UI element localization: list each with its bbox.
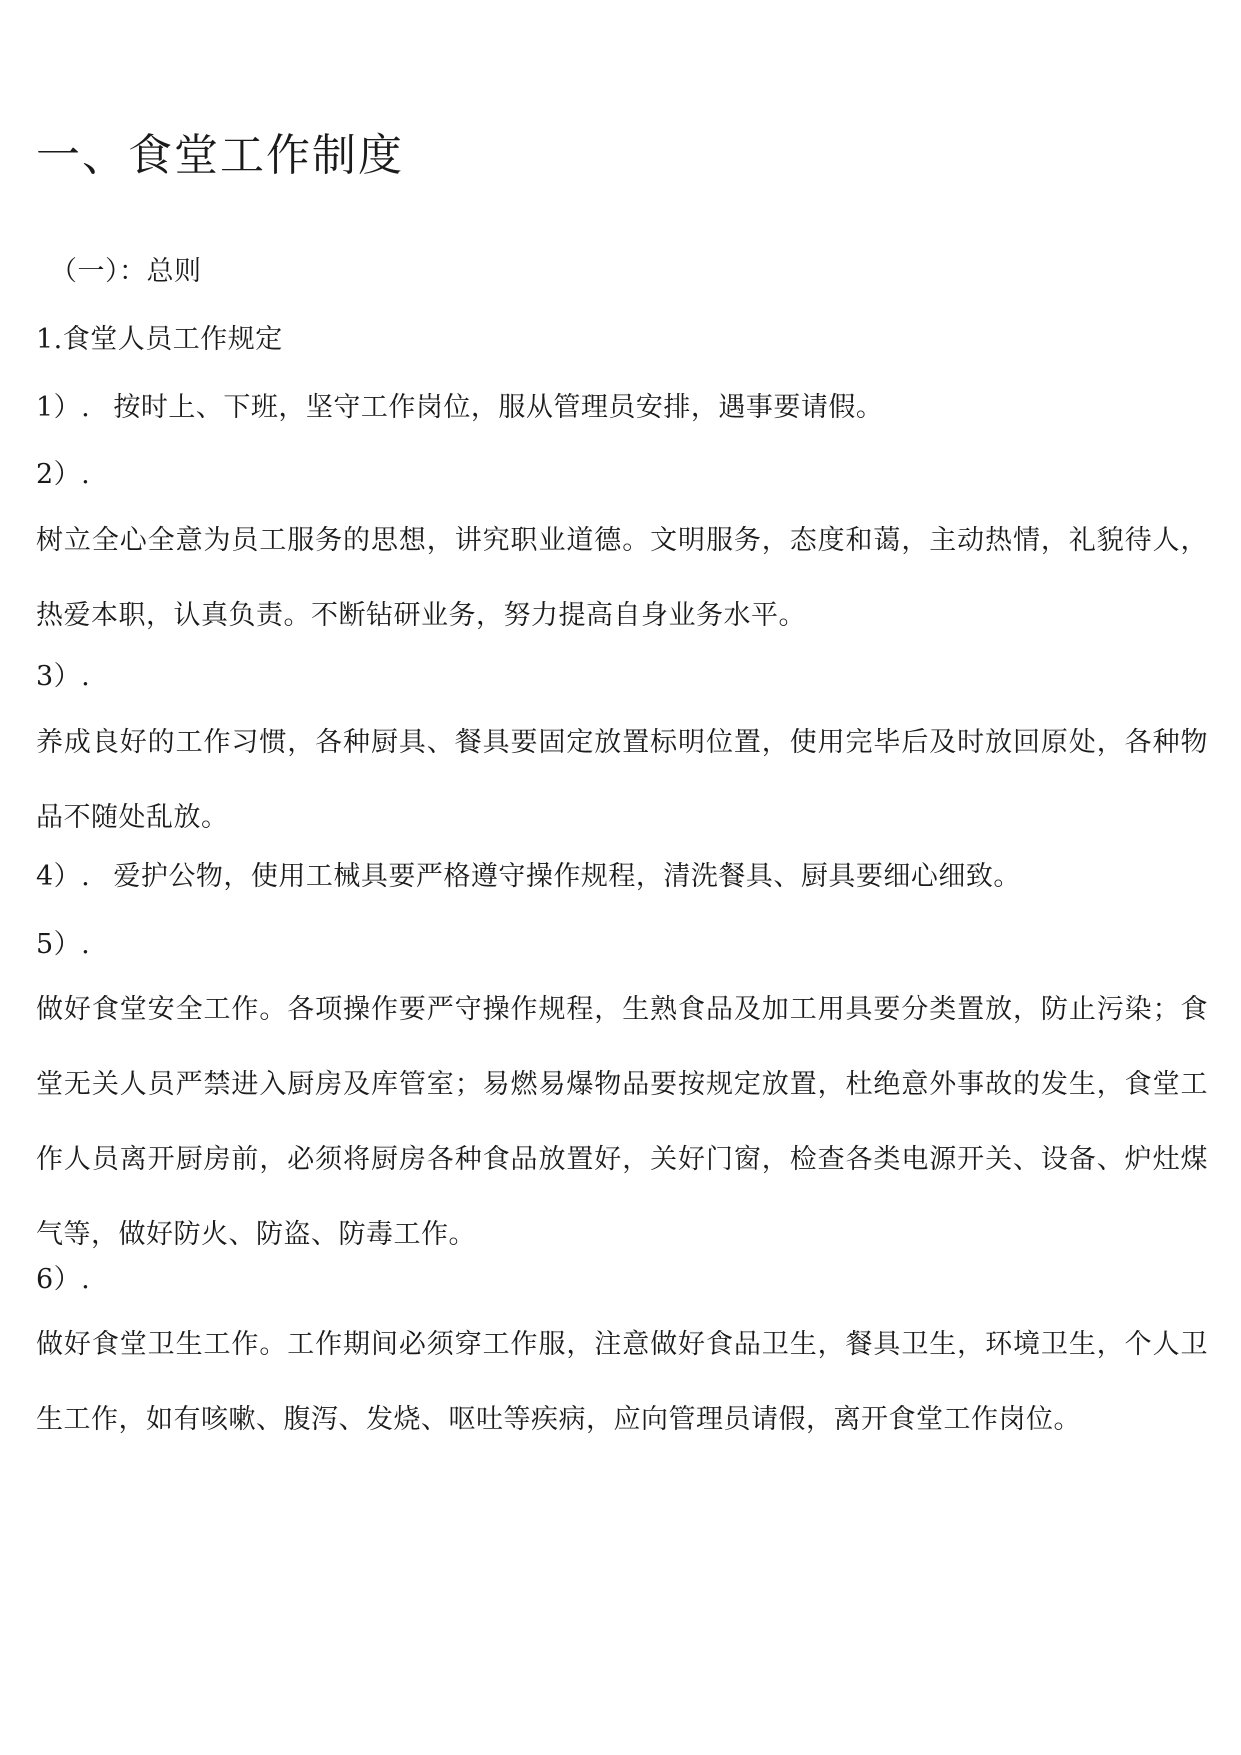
item-text: 树立全心全意为员工服务的思想，讲究职业道德。文明服务，态度和蔼，主动热情，礼貌待人，热爱本职，认真负责。不断钻研业务，努力提高自身业务水平。 [36, 525, 1208, 631]
list-item [36, 388, 883, 428]
item-label: 1）. [36, 392, 91, 423]
item-text: 爱护公物，使用工械具要严格遵守操作规程，清洗餐具、厨具要细心细致。 [113, 861, 1021, 892]
item-label: 6）. [36, 1264, 91, 1295]
item-text: 按时上、下班，坚守工作岗位，服从管理员安排，遇事要请假。 [113, 392, 884, 423]
item-text: 做好食堂卫生工作。工作期间必须穿工作服，注意做好食品卫生，餐具卫生，环境卫生，个人卫生工作，如有咳嗽、腹泻、发烧、呕吐等疾病，应向管理员请假，离开食堂工作岗位。 [36, 1329, 1208, 1435]
section-heading: （一）：总则 [50, 256, 202, 287]
list-item [36, 857, 1021, 897]
item-label: 4）. [36, 861, 91, 892]
page-title: 一、食堂工作制度 [36, 130, 404, 181]
item-label: 5）. [36, 929, 91, 960]
item-text: 做好食堂安全工作。各项操作要严守操作规程，生熟食品及加工用具要分类置放，防止污染；食堂无关人员严禁进入厨房及库管室；易燃易爆物品要按规定放置，杜绝意外事故的发生，食堂工作人员离开厨房前，必须将厨房各种食品放置好，关好门窗，检查各类电源开关、设备、炉灶煤气等，做好防火、防盗、防毒工作。 [36, 994, 1208, 1250]
subsection-heading: 1.食堂人员工作规定 [36, 324, 283, 355]
item-label: 3）. [36, 661, 91, 692]
item-label: 2）. [36, 459, 91, 490]
item-text: 养成良好的工作习惯，各种厨具、餐具要固定放置标明位置，使用完毕后及时放回原处，各种物品不随处乱放。 [36, 727, 1208, 833]
